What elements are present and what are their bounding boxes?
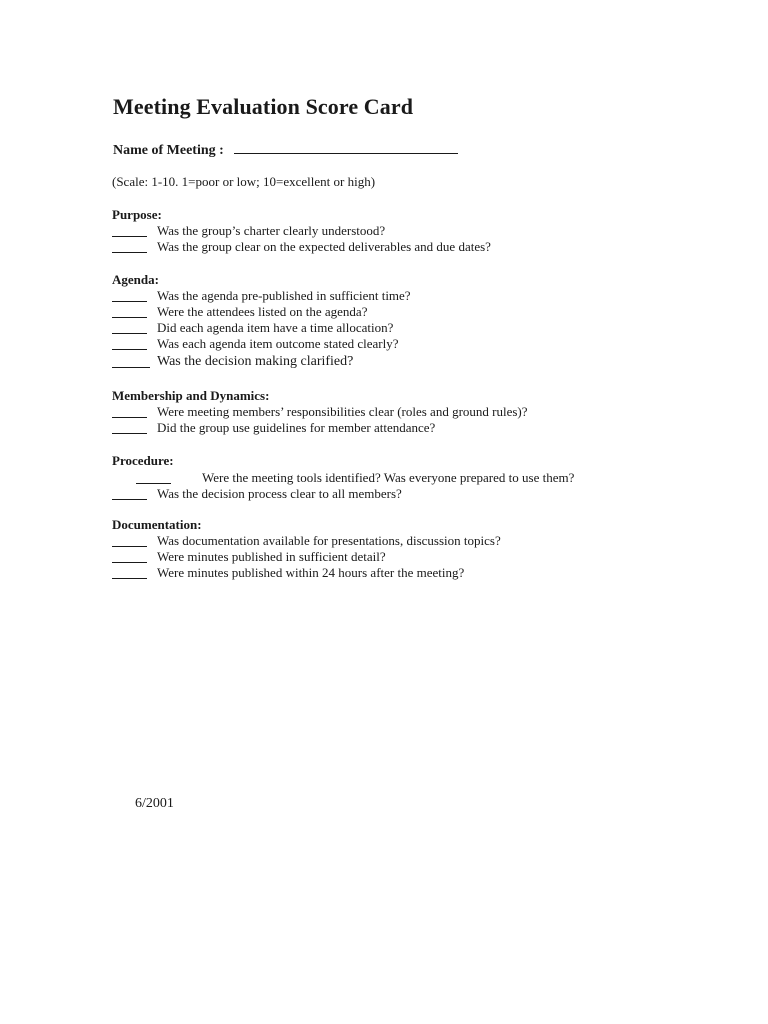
score-blank[interactable] [112,354,150,368]
score-blank[interactable] [112,239,147,253]
question-row [112,336,399,352]
meeting-name-row [113,139,458,159]
question-row [112,354,354,370]
section-agenda [112,272,411,370]
section-title: Documentation: [112,517,202,532]
section-purpose [112,207,491,255]
section-documentation [112,517,501,581]
page-title: Meeting Evaluation Score Card [113,94,414,119]
footer-date: 6/2001 [135,796,174,811]
question-text: Was each agenda item outcome stated clearly? [157,336,399,351]
question-row [112,320,394,336]
question-text: Were the meeting tools identified? Was everyone prepared to use them? [202,470,575,485]
question-text: Were minutes published within 24 hours after the meeting? [157,565,465,580]
question-row [112,304,368,320]
score-blank[interactable] [112,288,147,302]
question-row [112,420,436,436]
question-text: Was the agenda pre-published in sufficient time? [157,288,411,303]
score-blank[interactable] [112,320,147,334]
score-blank[interactable] [112,486,147,500]
question-text: Was the decision making clarified? [157,354,354,369]
question-row [112,404,528,420]
question-row [112,565,465,581]
score-blank[interactable] [136,470,171,484]
question-text: Was the decision process clear to all members? [157,486,402,501]
question-text: Did the group use guidelines for member attendance? [157,420,436,435]
question-row [112,549,386,565]
question-text: Was the group’s charter clearly understood? [157,223,386,238]
section-membership [112,388,528,436]
score-blank[interactable] [112,549,147,563]
question-row [112,486,402,502]
question-text: Did each agenda item have a time allocation? [157,320,394,335]
question-text: Were the attendees listed on the agenda? [157,304,368,319]
score-blank[interactable] [112,304,147,318]
score-blank[interactable] [112,223,147,237]
section-title: Procedure: [112,453,174,468]
section-title: Membership and Dynamics: [112,388,270,403]
question-text: Were meeting members’ responsibilities clear (roles and ground rules)? [157,404,528,419]
scale-note: (Scale: 1-10. 1=poor or low; 10=excellent or high) [112,174,376,189]
question-row [112,533,501,549]
score-blank[interactable] [112,420,147,434]
score-blank[interactable] [112,336,147,350]
score-blank[interactable] [112,565,147,579]
question-text: Was the group clear on the expected deliverables and due dates? [157,239,491,254]
meeting-name-label: Name of Meeting : [113,143,224,158]
section-title: Agenda: [112,272,159,287]
question-row [112,223,386,239]
score-blank[interactable] [112,533,147,547]
section-procedure [112,453,575,502]
question-row [112,239,491,255]
section-title: Purpose: [112,207,162,222]
score-blank[interactable] [112,404,147,418]
question-row [112,288,411,304]
question-text: Was documentation available for presentations, discussion topics? [157,533,501,548]
meeting-name-field[interactable] [234,139,458,154]
question-text: Were minutes published in sufficient detail? [157,549,386,564]
question-row [112,470,575,486]
